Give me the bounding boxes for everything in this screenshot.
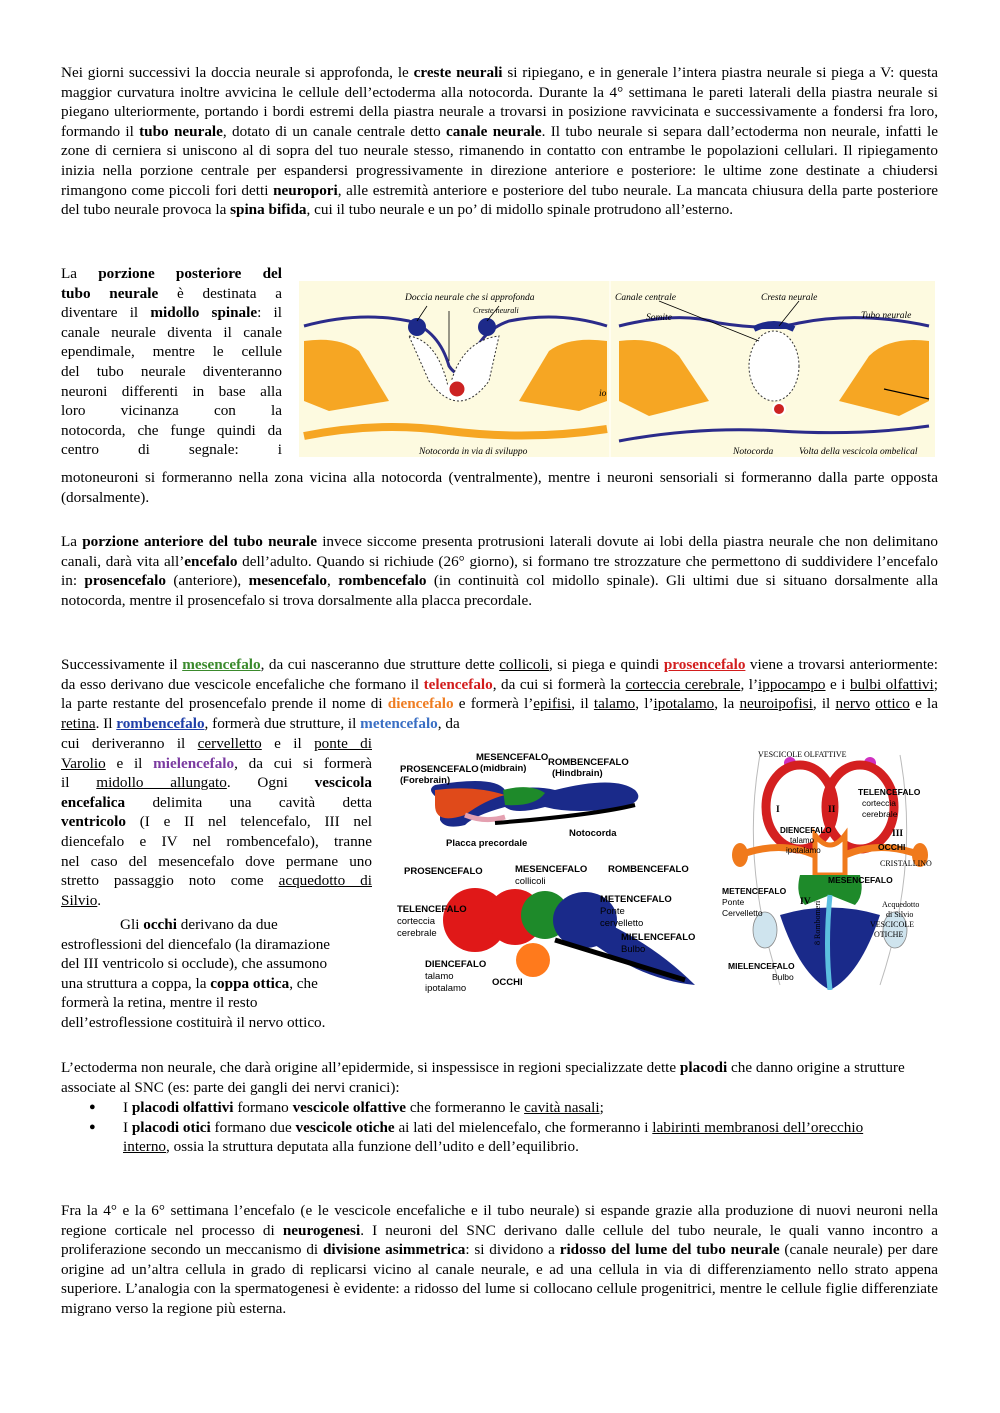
fig2-ponte: Ponte [600, 906, 625, 917]
paragraph-eyes: Gli occhi derivano da due estroflessioni del diencefalo (la diramazione del III ventricolo si occlude), che assumono una struttura a coppa, la coppa ottica, che formerà la retina, mentre il resto dell’estroflessione costituirà il nervo ottico. [61, 916, 331, 1031]
fig3-vot1: VESCICOLE [870, 920, 914, 929]
brain-dorsal-figure [720, 745, 938, 990]
label-doccia: Doccia neurale che si approfonda [405, 293, 535, 303]
fig3-cerv: Cervelletto [722, 908, 763, 918]
fig2-placca: Placca precordale [446, 838, 528, 849]
fig3-acq2: di Silvio [886, 910, 914, 919]
fig2-mes-top: MESENCEFALO [476, 752, 549, 763]
paragraph-posterior-rest: motoneuroni si formeranno nella zona vicina alla notocorda (ventralmente), mentre i neuroni sensoriali si formeranno dalla parte opposta (dorsalmente). [61, 469, 938, 506]
fig3-vot2: OTICHE [874, 930, 904, 939]
fig2-pros2: PROSENCEFALO [404, 866, 483, 877]
fig3-ponte: Ponte [722, 897, 745, 907]
paragraph-vesicles-column: cui deriveranno il cervelletto e il ponte di Varolio e il mielencefalo, da cui si formerà il midollo allungato. Ogni vescicola encefalica delimita una cavità detta ventricolo (I e II nel telencefalo, III nel diencefalo e IV nel rombencefalo), tranne nel caso del mesencefalo dove permane uno stretto passaggio noto come acquedotto di Silvio. [61, 735, 372, 909]
fig3-ipo: ipotalamo [786, 846, 821, 855]
label-canale-centrale: Canale centrale [615, 293, 676, 303]
paragraph-placodes: L’ectoderma non neurale, che darà origine all’epidermide, si inspessisce in regioni specializzate dette placodi che danno origine a strutture associate al SNC (es: parte dei gangli dei nervi cranici): [61, 1059, 905, 1096]
fig2-mid: (midbrain) [480, 763, 527, 774]
paragraph-neural-tube: Nei giorni successivi la doccia neurale si approfonda, le creste neurali si ripiegano, e in generale l’intera piastra neurale si piega a V: questa maggior curvatura inoltre avvicina le cellule dell’ectoderma alla notocorda. Durante la 4° settimana le pareti laterali della piastra neurale si piegano ulteriormente, portando i bordi estremi della piastra neurale a trovarsi in posizione ravvicinata e successivamente a fondersi fra loro, formando il tubo neurale, dotato di un canale centrale detto canale neurale. Il tubo neurale si separa dall’ectoderma non neurale, infatti le zone di cerniera si uniscono al di sopra del tuo neurale stesso, rimanendo in contatto con entrambe le popolazioni cellulari. Il ripiegamento inizia nella porzione centrale per espandersi progressivamente in direzione anteriore e posteriore: le ultime zone destinate a chiudersi rimangono come piccoli fori detti neuropori, alle estremità anteriore e posteriore del tubo neurale. La mancata chiusura della parte posteriore del tubo neurale provoca la spina bifida, cui il tubo neurale e un po’ di midollo spinale protrudono all’esterno. [61, 64, 938, 219]
fig2-dien: DIENCEFALO [425, 959, 487, 970]
fig2-miel: MIELENCEFALO [621, 932, 696, 943]
neural-tube-figure [299, 281, 935, 457]
paragraph-neurogenesis: Fra la 4° e la 6° settimana l’encefalo (e le vescicole encefaliche e il tubo neurale) si espande grazie alla produzione di nuovi neuroni nella regione corticale nel processo di neurogenesi. I neuroni del SNC derivano dalle cellule del tubo neurale, le quali vanno incontro a proliferazione secondo un meccanismo di divisione asimmetrica: si dividono a ridosso del lume del tubo neurale (canale neurale) per dare origine ad un’altra cellula in grado di replicarsi vicino al canale neurale, e ad una cellula in via di differenziamento nello strato appena superiore. L’analogia con la spermatogenesi è evidente: a ridosso del lume si collocano cellule progenitrici, mentre le cellule figlie differenziate migrano verso la regione più esterna. [61, 1202, 938, 1317]
label-creste: Creste neurali [473, 306, 519, 315]
fig3-vo: VESCICOLE OLFATTIVE [758, 750, 847, 759]
fig3-met: METENCEFALO [722, 886, 787, 896]
fig2-romb2: ROMBENCEFALO [608, 864, 689, 875]
fig2-cerv: cervelletto [600, 918, 644, 929]
fig3-cer: cerebrale [862, 809, 898, 819]
fig2-mes2: MESENCEFALO [515, 864, 588, 875]
fig2-tel: TELENCEFALO [397, 904, 467, 915]
paragraph-vesicles: Successivamente il mesencefalo, da cui nasceranno due strutture dette collicoli, si piega e quindi prosencefalo viene a trovarsi anteriormente: da esso derivano due vescicole encefaliche che formano il telencefalo, da cui si formerà la corteccia cerebrale, l’ippocampo e i bulbi olfattivi; la parte restante del prosencefalo prende il nome di diencefalo e formerà l’epifisi, il talamo, l’ipotalamo, la neuroipofisi, il nervo ottico e la retina. Il rombencefalo, formerà due strutture, il metencefalo, da [61, 656, 939, 732]
fig3-crist: CRISTALLINO [880, 859, 932, 868]
label-volta: Volta della vescicola ombelical [799, 447, 918, 457]
fig2-met: METENCEFALO [600, 894, 672, 905]
fig3-iii: III [892, 829, 904, 839]
fig2-fore: (Forebrain) [400, 775, 451, 786]
fig2-ipo: ipotalamo [425, 983, 467, 994]
list-item: ● I placodi olfattivi formano vescicole olfattive che formeranno le cavità nasali; [123, 1098, 938, 1118]
fig2-romb-top: ROMBENCEFALO [548, 757, 629, 768]
fig2-occhi: OCCHI [492, 977, 523, 988]
fig2-pros-top: PROSENCEFALO [400, 764, 479, 775]
fig3-ii: II [828, 805, 836, 815]
list-item: ● I placodi otici formano due vescicole otiche ai lati del mielencefalo, che formeranno i labirinti membranosi dell’orecchio interno, ossia la struttura deputata alla funzione dell’udito e dell’equilibrio. [123, 1118, 888, 1157]
fig3-cort: corteccia [862, 798, 897, 808]
fig3-tal: talamo [790, 836, 815, 845]
label-edge: io [599, 389, 607, 399]
term-neuropori: neuropori [273, 181, 338, 199]
term-tubo-neurale: tubo neurale [139, 122, 223, 140]
label-notocorda: Notocorda [733, 447, 774, 457]
fig3-dien: DIENCEFALO [780, 826, 832, 835]
fig3-acq1: Acquedotto [882, 900, 920, 909]
fig3-occhi: OCCHI [878, 842, 906, 852]
fig3-iv: IV [800, 897, 811, 907]
label-tubo: Tubo neurale [861, 311, 912, 321]
fig3-mes: MESENCEFALO [828, 875, 893, 885]
term-spina-bifida: spina bifida [230, 201, 307, 219]
label-cresta: Cresta neurale [761, 293, 818, 303]
fig2-hind: (Hindbrain) [552, 768, 603, 779]
brain-vesicles-figure [395, 745, 715, 994]
fig3-romb: 8 Rombomeri [813, 900, 822, 945]
paragraph-posterior-column: La porzione posteriore del tubo neurale è destinata a diventare il midollo spinale: il canale neurale diventa il canale ependimale, mentre le cellule del tubo neurale diventeranno neuroni differenti in base alla loro vicinanza con la notocorda, che funge quindi da centro di segnale: i [61, 265, 282, 459]
fig2-cort: corteccia [397, 916, 436, 927]
paragraph-anterior: La porzione anteriore del tubo neurale invece siccome presenta protrusioni laterali dovute ai lobi della piastra neurale che non delimitano canali, darà vita all’encefalo dell’adulto. Quando si richiude (26° giorno), si formano tre strozzature che permettono di suddividere l’encefalo in: prosencefalo (anteriore), mesencefalo, rombencefalo (in continuità col midollo spinale). Gli ultimi due si situano dorsalmente alla notocorda, mentre il prosencefalo si trova dorsalmente alla placca precordale. [61, 533, 938, 609]
fig2-tal: talamo [425, 971, 454, 982]
fig3-i: I [776, 805, 780, 815]
label-notocorda-sviluppo: Notocorda in via di sviluppo [419, 447, 528, 457]
fig2-coll: collicoli [515, 876, 546, 887]
label-somite: Somite [646, 313, 672, 323]
placodes-list [61, 1098, 938, 1157]
term-creste-neurali: creste neurali [413, 64, 503, 81]
fig3-tel: TELENCEFALO [858, 787, 921, 797]
fig3-miel: MIELENCEFALO [728, 961, 795, 971]
fig2-cer: cerebrale [397, 928, 437, 939]
fig3-bulbo: Bulbo [772, 972, 794, 982]
fig2-notocorda: Notocorda [569, 828, 617, 839]
term-canale-neurale: canale neurale [446, 122, 542, 140]
fig2-bulbo: Bulbo [621, 944, 646, 955]
